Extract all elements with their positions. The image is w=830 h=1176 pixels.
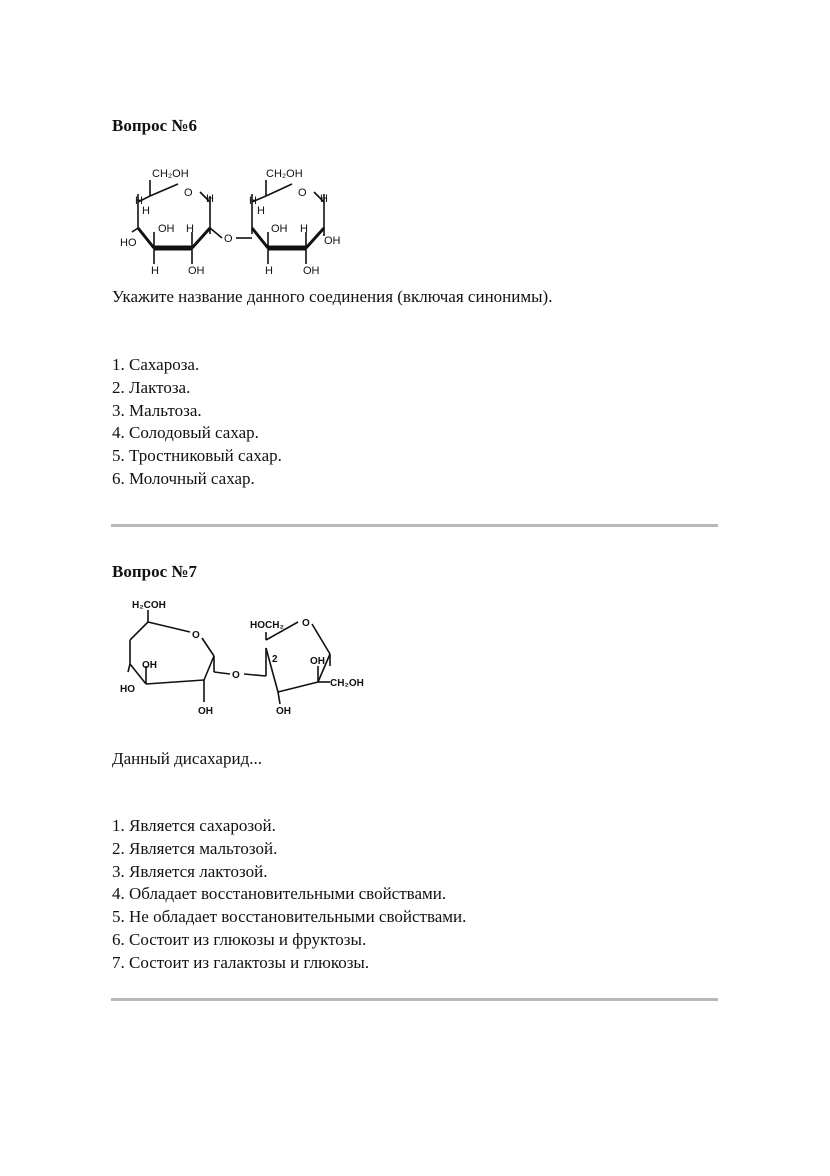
q7-ring-o-right: O: [302, 618, 310, 629]
question-7-prompt: Данный дисахарид...: [112, 749, 262, 768]
q7-oh-2: OH: [198, 706, 213, 717]
question-7-title: Вопрос №7: [112, 562, 197, 581]
answer-option: 5. Тростниковый сахар.: [112, 446, 282, 466]
q7-bridge-o: O: [232, 670, 240, 681]
q7-oh-1: OH: [142, 660, 157, 671]
q6-h-3: H: [206, 193, 214, 205]
answer-option: 4. Обладает восстановительными свойствами.: [112, 884, 447, 904]
q6-h-2: H: [142, 205, 150, 217]
answer-option: 1. Сахароза.: [112, 355, 200, 374]
answer-option: 2. Лактоза.: [112, 377, 191, 397]
q6-oh-3: OH: [271, 223, 288, 235]
q7-ring-o-left: O: [192, 630, 200, 641]
question-7-structure: [118, 596, 368, 721]
q7-oh-4: OH: [276, 706, 291, 717]
q7-hoch2-label: HOCH₂: [250, 620, 284, 631]
question-6-title: Вопрос №6: [112, 116, 197, 135]
answer-option: 5. Не обладает восстановительными свойствами.: [112, 907, 467, 927]
answer-option: 2. Является мальтозой.: [112, 838, 278, 858]
answer-option: 4. Солодовый сахар.: [112, 423, 259, 443]
q6-h-9: H: [300, 223, 308, 235]
answer-option: 6. Молочный сахар.: [112, 468, 255, 488]
q6-ch2oh-right-label: CH₂OH: [266, 168, 303, 180]
question-6-prompt: Укажите название данного соединения (включая синонимы).: [112, 287, 553, 306]
q6-h-1: H: [135, 195, 143, 207]
q6-oh-2: OH: [188, 265, 205, 277]
q7-carbon-2-label: 2: [272, 654, 278, 665]
q6-oh-4: OH: [303, 265, 320, 277]
question-6-answers: [112, 354, 282, 491]
q6-ring-o-left: O: [184, 187, 193, 199]
q6-h-8: H: [320, 193, 328, 205]
q6-h-10: H: [265, 265, 273, 277]
answer-option: 6. Состоит из глюкозы и фруктозы.: [112, 929, 367, 949]
q6-ring-o-right: O: [298, 187, 307, 199]
q7-oh-3: OH: [310, 656, 325, 667]
q6-bridge-o: O: [224, 233, 233, 245]
q6-ch2oh-left-label: CH₂OH: [152, 168, 189, 180]
q6-h-5: H: [151, 265, 159, 277]
q6-h-6: H: [249, 195, 257, 207]
q7-ho-label: HO: [120, 684, 135, 695]
section-divider: [111, 524, 718, 527]
q7-ch2oh-label: CH₂OH: [330, 678, 364, 689]
q6-oh-1: OH: [158, 223, 175, 235]
answer-option: 3. Является лактозой.: [112, 861, 268, 881]
q6-ho-label: HO: [120, 237, 137, 249]
section-divider: [111, 998, 718, 1001]
q7-h2coh-label: H₂COH: [132, 600, 166, 611]
question-6-structure: [118, 160, 358, 280]
answer-option: 7. Состоит из галактозы и глюкозы.: [112, 952, 370, 972]
question-7-answers: [112, 815, 466, 975]
q6-h-4: H: [186, 223, 194, 235]
answer-option: 3. Мальтоза.: [112, 400, 202, 420]
q6-oh-5: OH: [324, 235, 341, 247]
q6-h-7: H: [257, 205, 265, 217]
answer-option: 1. Является сахарозой.: [112, 816, 276, 835]
